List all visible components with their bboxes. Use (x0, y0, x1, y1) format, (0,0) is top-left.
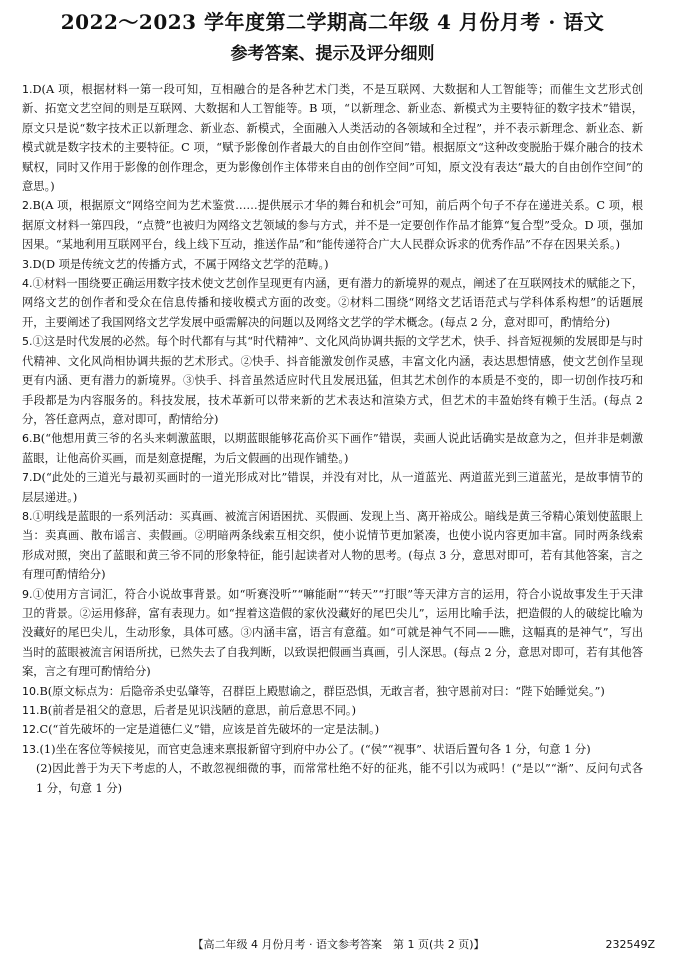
item-number: 12. (22, 723, 40, 737)
answer-item-3 (22, 255, 643, 274)
answer-item-2 (22, 196, 643, 254)
answer-list (22, 80, 643, 798)
item-text: B(原文标点为：后隐帝杀史弘肇等，召群臣上殿慰谕之，群臣恐惧，无敢言者，独守恩前对曰：“陛下始睡觉矣。”) (39, 684, 605, 698)
page-title: 2022～2023 学年度第二学期高二年级 4 月份月考 · 语文 (60, 10, 605, 34)
doc-code: 232549Z (605, 938, 655, 951)
item-number: 9. (22, 587, 33, 601)
item-text: B(“他想用黄三爷的名头来刺激蓝眼，以期蓝眼能够花高价买下画作”错误，卖画人说此话确实是故意为之，但并非是刺激蓝眼，让他高价买画，而是刻意提醒，为后文假画的出现作铺垫。) (22, 432, 643, 465)
page-footer (0, 937, 677, 953)
item-text: D(D 项是传统文艺的传播方式，不属于网络文艺学的范畴。) (32, 257, 329, 271)
item-number: 11. (22, 704, 40, 717)
answer-item-6 (22, 429, 643, 468)
item-number: 6. (22, 432, 33, 446)
item-subtext: (2)因此善于为天下考虑的人，不敢忽视细微的事，而常常杜绝不好的征兆，能不引以为戒吗！(“是以”“渐”、反问句式各 1 分，句意 1 分) (36, 762, 643, 795)
item-number: 8. (22, 509, 33, 523)
answer-item-4 (22, 274, 643, 332)
answer-item-7 (22, 468, 643, 507)
item-number: 2. (22, 199, 33, 213)
item-number: 3. (22, 257, 33, 271)
answer-item-12 (22, 720, 643, 739)
item-text: C(“首先破坏的一定是道德仁义”错，应该是首先破坏的一定是法制。) (39, 723, 380, 737)
item-text: D(“此处的三道光与最初买画时的一道光形成对比”错误，并没有对比，从一道蓝光、两道蓝光到三道蓝光，是故事情节的层层递进。) (22, 471, 643, 504)
item-number: 4. (22, 277, 33, 291)
item-text: ①明线是蓝眼的一系列活动：买真画、被流言闲语困扰、买假画、发现上当、离开裕成公。暗线是黄三爷精心策划使蓝眼上当：卖真画、散布谣言、卖假画。②明暗两条线索互相交织，使小说情节更加紧凑，也使小说内容更加丰富。同时两条线索形成对照，突出了蓝眼和黄三爷不同的形象特征，能引起读者对人物的思考。(每点 3 分，意思对即可，若有其他答案，言之有理可酌情给分) (22, 509, 643, 582)
item-number: 10. (22, 684, 40, 698)
item-text: (1)坐在客位等候接见，而官吏急速来禀报新留守到府中办公了。(“侯”“视事”、状语后置句各 1 分，句意 1 分) (39, 742, 591, 756)
answer-item-10 (22, 682, 643, 701)
item-number: 7. (22, 471, 33, 485)
item-text: ①使用方言词汇，符合小说故事背景。如“听赛没听”“嘛能耐”“转天”“打眼”等天津方言的运用，符合小说故事发生于天津卫的背景。②运用修辞，富有表现力。如“捏着这造假的家伙没藏好的尾巴尖儿”，运用比喻手法，把造假的人的破绽比喻为没藏好的尾巴尖儿，生动形象，具体可感。③内涵丰富，语言有意蕴。如“可就是神气不同——瞧，这幅真的是神气”，写出当时的蓝眼被流言闲语所扰，已然失去了自我判断，以致误把假画当真画，引人深思。(每点 2 分，意思对即可，若有其他答案，言之有理可酌情给分) (22, 587, 643, 679)
item-text: B(A 项，根据原文“网络空间为艺术鉴赏……提供展示才华的舞台和机会”可知，前后两个句子不存在递进关系。C 项，根据原文材料一第四段，“点赞”也被归为网络文艺领域的参与方式，并不是一定要创作作品才能算“复合型”受众。D 项，强加因果。“某地利用互联网平台，线上线下互动，推送作品”和“能传递符合广大人民群众诉求的优秀作品”不存在因果关系。) (22, 199, 643, 252)
item-text: D(A 项，根据材料一第一段可知，互相融合的是各种艺术门类，不是互联网、大数据和人工智能等；而催生文艺形式创新、拓宽文艺空间的则是互联网、大数据和人工智能等。B 项，“以新理念、新业态、新模式为主要特征的数字技术”错误，原文只是说“数字技术正以新理念、新业态、新模式，全面融入人类活动的各领域和全过程”，并不表示新理念、新业态、新模式就是数字技术的主要特征。C 项，“赋予影像创作者最大的自由创作空间”错。根据原文“这种改变脱胎于媒介融合的技术赋权，同时又作用于影像的创作理念，更为影像创作主体带来自由的创作空间”可知，原文没有表达“最大的自由创作空间”的意思。) (22, 83, 643, 194)
answer-item-9 (22, 585, 643, 682)
answer-item-8 (22, 507, 643, 585)
answer-item-5 (22, 332, 643, 429)
item-text: ①材料一围绕要正确运用数字技术使文艺创作呈现更有内涵，更有潜力的新境界的观点，阐述了在互联网技术的赋能之下，网络文艺的创作者和受众在信息传播和接收模式方面的改变。②材料二围绕“网络文艺话语范式与学科体系构想”的话题展开，主要阐述了我国网络文艺学发展中亟需解决的问题以及网络文艺学的学术概念。(每点 2 分，意对即可，酌情给分) (22, 277, 643, 329)
answer-item-1 (22, 80, 643, 196)
item-text: ①这是时代发展的必然。每个时代都有与其“时代精神”、文化风尚协调共振的文学艺术，快手、抖音短视频的发展即是与时代精神、文化风尚相协调共振的艺术形式。②快手、抖音能激发创作灵感，丰富文化内涵，表达思想情感，使文艺创作呈现更有内涵、更有潜力的新境界。③快手、抖音虽然适应时代且发展迅猛，但其艺术创作的本质是不变的，即一切创作技巧和手段都是为内容服务的。科技发展，技术革新可以带来新的艺术表达和渲染方式，但艺术的丰盈始终有赖于生活。(每点 2 分，答任意两点，意对即可，酌情给分) (22, 335, 643, 426)
answer-item-13 (22, 740, 643, 798)
footer-text: 【高二年级 4 月份月考 · 语文参考答案 第 1 页(共 2 页)】 (192, 938, 485, 951)
item-number: 13. (22, 742, 40, 756)
answer-item-11 (22, 701, 643, 720)
item-text: B(前者是祖父的意思，后者是见识浅陋的意思，前后意思不同。) (39, 704, 356, 717)
item-number: 5. (22, 335, 33, 349)
item-number: 1. (22, 83, 33, 96)
page-subtitle: 参考答案、提示及评分细则 (230, 44, 435, 64)
